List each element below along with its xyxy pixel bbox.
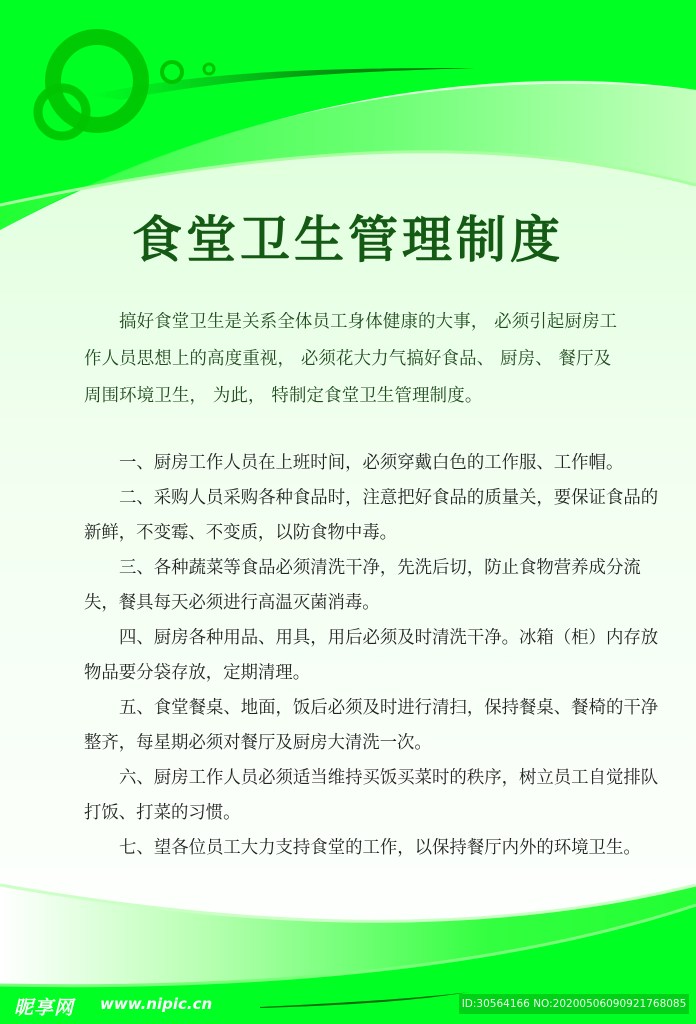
rule-item: 六、厨房工作人员必须适当维持买饭买菜时的秩序，树立员工自觉排队打饭、打菜的习惯。 bbox=[84, 768, 659, 823]
rules-list bbox=[84, 446, 674, 866]
watermark-id: ID:30564166 NO:20200506090921768085 bbox=[459, 994, 689, 1014]
rule-item: 七、望各位员工大力支持食堂的工作，以保持餐厅内外的环境卫生。 bbox=[119, 838, 641, 858]
intro-paragraph: 搞好食堂卫生是关系全体员工身体健康的大事， 必须引起厨房工作人员思想上的高度重视， 必须花大力气搞好食品、 厨房、 餐厅及周围环境卫生， 为此， 特制定食堂卫生管理制度。 bbox=[84, 312, 618, 406]
rule-item: 一、厨房工作人员在上班时间，必须穿戴白色的工作服、工作帽。 bbox=[119, 453, 624, 473]
watermark-url: www.nipic.cn bbox=[100, 995, 213, 1013]
poster-title: 食堂卫生管理制度 bbox=[132, 210, 564, 269]
watermark-logo: 昵享网 bbox=[14, 997, 75, 1019]
rule-item: 三、各种蔬菜等食品必须清洗干净，先洗后切，防止食物营养成分流失，餐具每天必须进行高温灭菌消毒。 bbox=[84, 558, 641, 613]
rule-item: 四、厨房各种用品、用具，用后必须及时清洗干净。冰箱（柜）内存放物品要分袋存放，定期清理。 bbox=[84, 628, 659, 683]
rule-item: 二、采购人员采购各种食品时，注意把好食品的质量关，要保证食品的新鲜，不变霉、不变质，以防食物中毒。 bbox=[84, 488, 659, 543]
rule-item: 五、食堂餐桌、地面，饭后必须及时进行清扫，保持餐桌、餐椅的干净整齐，每星期必须对餐厅及厨房大清洗一次。 bbox=[84, 698, 659, 753]
